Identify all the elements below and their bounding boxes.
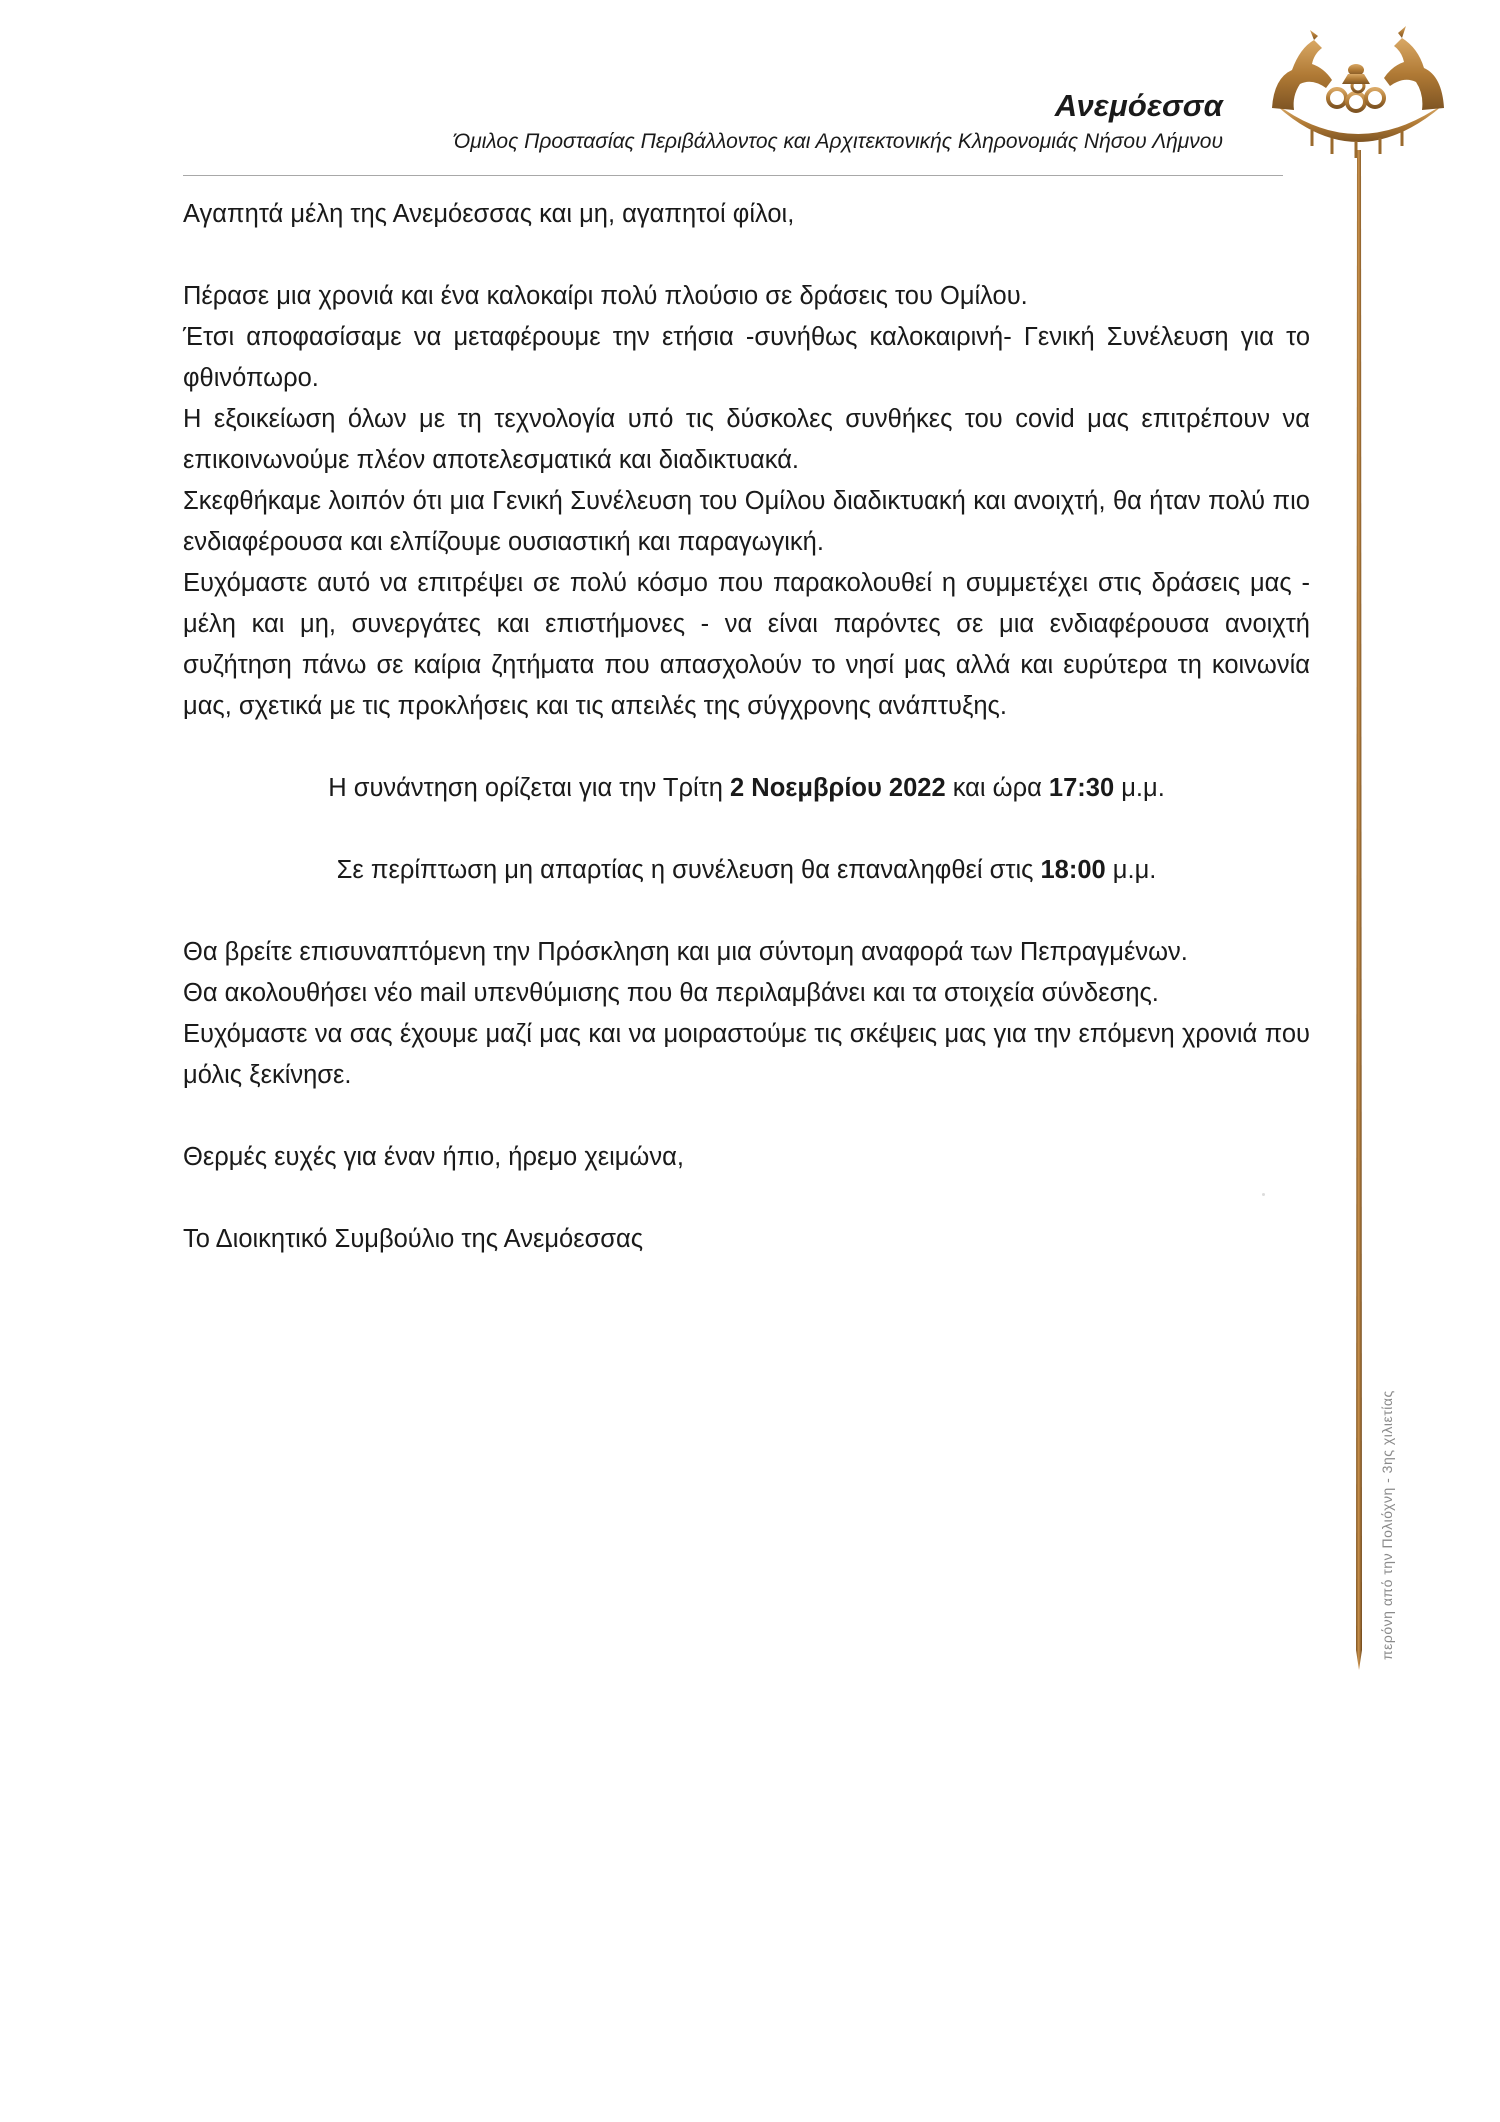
header-divider [183,175,1283,176]
paragraph: Έτσι αποφασίσαμε να μεταφέρουμε την ετήσια -συνήθως καλοκαιρινή- Γενική Συνέλευση για το φθινόπωρο. [183,323,1310,392]
fallback-time: 18:00 [1040,856,1106,884]
meeting-time: 17:30 [1048,774,1115,802]
organization-subtitle: Όμιλος Προστασίας Περιβάλλοντος και Αρχιτεκτονικής Κληρονομιάς Νήσου Λήμνου [453,130,1223,153]
bronze-staff-icon [1352,150,1366,1670]
paragraph: Ευχόμαστε να σας έχουμε μαζί μας και να μοιραστούμε τις σκέψεις μας για την επόμενη χρονιά που μόλις ξεκίνησε. [183,1020,1310,1089]
paragraph: Θα βρείτε επισυναπτόμενη την Πρόσκληση και μια σύντομη αναφορά των Πεπραγμένων. [183,938,1188,966]
paragraph: Σκεφθήκαμε λοιπόν ότι μια Γενική Συνέλευση του Ομίλου διαδικτυακή και ανοιχτή, θα ήταν πολύ πιο ενδιαφέρουσα και ελπίζουμε ουσιαστική και παραγωγική. [183,487,1310,556]
bronze-horse-figurine-icon [1252,18,1462,168]
greeting: Αγαπητά μέλη της Ανεμόεσσας και μη, αγαπητοί φίλοι, [183,200,795,228]
meeting-suffix: μ.μ. [1114,774,1165,802]
fallback-suffix: μ.μ. [1105,856,1157,884]
fallback-announcement [183,850,1310,891]
paragraph: Η εξοικείωση όλων με τη τεχνολογία υπό τις δύσκολες συνθήκες του covid μας επιτρέπουν να επικοινωνούμε πλέον αποτελεσματικά και διαδικτυακά. [183,405,1310,474]
paragraph: Ευχόμαστε αυτό να επιτρέψει σε πολύ κόσμο που παρακολουθεί η συμμετέχει στις δράσεις μας - μέλη και μη, συνεργάτες και επιστήμονες - να είναι παρόντες σε μια ενδιαφέρουσα ανοιχτή συζήτηση πάνω σε καίρια ζητήματα που απασχολούν το νησί μας αλλά και ευρύτερα τη κοινωνία μας, σχετικά με τις προκλήσεις και τις απειλές της σύγχρονης ανάπτυξης. [183,569,1310,720]
paragraph: Πέρασε μια χρονιά και ένα καλοκαίρι πολύ πλούσιο σε δράσεις του Ομίλου. [183,282,1028,310]
meeting-date: 2 Νοεμβρίου 2022 [730,774,946,802]
staff-caption: περόνη από την Πολιόχνη - 3ης χιλιετίας [1379,1390,1395,1660]
signature: Το Διοικητικό Συμβούλιο της Ανεμόεσσας [183,1225,644,1253]
meeting-intro: Η συνάντηση ορίζεται για την Τρίτη [328,774,731,802]
closing-wishes: Θερμές ευχές για έναν ήπιο, ήρεμο χειμώνα, [183,1143,684,1171]
fallback-intro: Σε περίπτωση μη απαρτίας η συνέλευση θα επαναληφθεί στις [336,856,1041,884]
meeting-announcement [183,768,1310,809]
meeting-mid: και ώρα [945,774,1049,802]
paragraph: Θα ακολουθήσει νέο mail υπενθύμισης που θα περιλαμβάνει και τα στοιχεία σύνδεσης. [183,979,1159,1007]
letter-body [183,194,1310,1260]
scan-speck [1262,1193,1265,1196]
organization-name: Ανεμόεσσα [1054,88,1223,123]
